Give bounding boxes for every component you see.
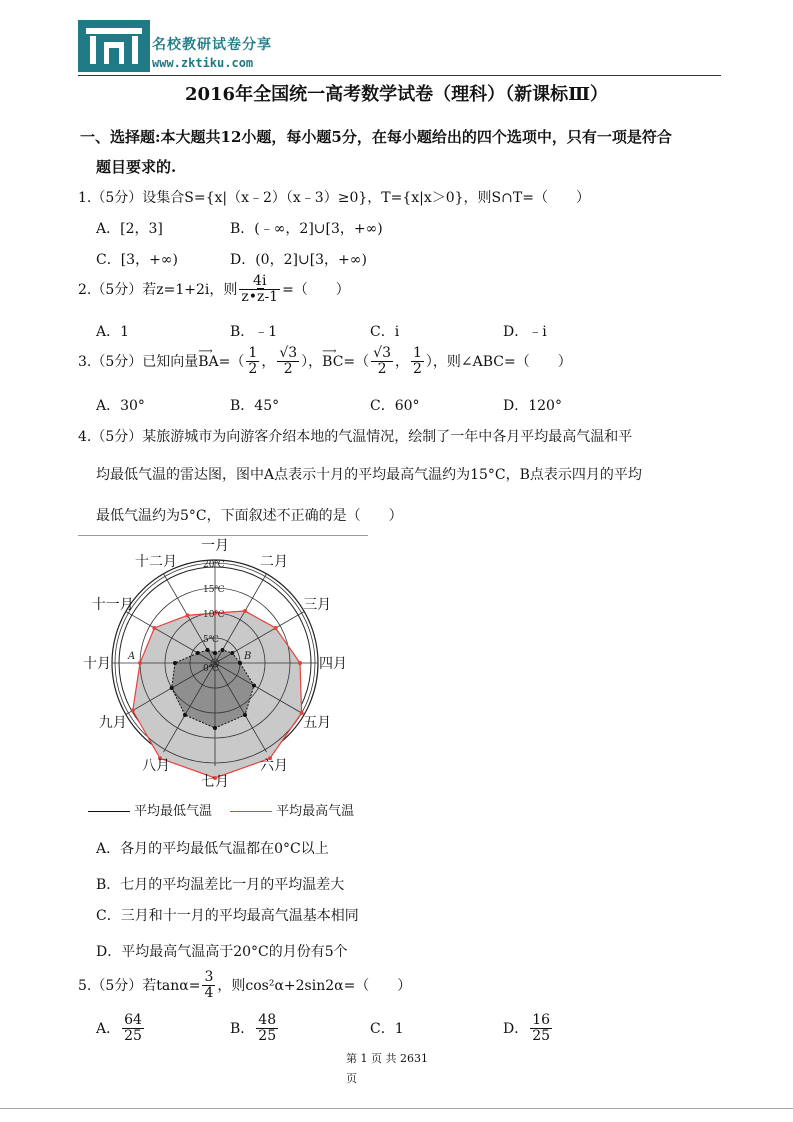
chart-legend <box>88 800 354 819</box>
radar-point-1-2 <box>230 651 234 655</box>
radar-month-label: 四月 <box>319 656 347 672</box>
q5-b-frac <box>256 1013 278 1045</box>
q1-option-d: D．(0，2]∪[3，+∞) <box>230 252 367 268</box>
q5-option-d <box>503 1013 554 1045</box>
radar-label-b: B <box>244 651 252 662</box>
q4-stem-line2: 均最低气温的雷达图，图中A点表示十月的平均最高气温约为15°C，B点表示四月的平均 <box>96 467 642 483</box>
q3-option-c: C．60° <box>370 398 420 414</box>
page-footer-cont: 页 <box>346 1072 357 1085</box>
radar-month-label: 七月 <box>201 774 229 788</box>
radar-point-1-0 <box>213 651 217 655</box>
radar-point-0-1 <box>243 609 247 613</box>
radar-month-label: 一月 <box>201 538 229 554</box>
radar-point-0-8 <box>131 709 135 713</box>
q5-option-b <box>230 1013 280 1045</box>
legend-high-label: 平均最高气温 <box>276 804 355 819</box>
q2-den-conj: z <box>257 289 265 306</box>
q3-mid2: ）， <box>301 353 323 370</box>
radar-point-1-10 <box>196 651 200 655</box>
q5-option-c: C．1 <box>370 1021 404 1037</box>
q2-option-c: C．i <box>370 324 400 340</box>
radar-point-0-9 <box>138 661 142 665</box>
q4-option-b: B．七月的平均温差比一月的平均温差大 <box>96 877 345 893</box>
radar-point-0-11 <box>186 613 190 617</box>
q5-b-num: 48 <box>258 1012 277 1028</box>
q3-f4-num: 1 <box>412 345 422 361</box>
radar-point-0-3 <box>298 661 302 665</box>
chart-top-rule <box>78 535 368 536</box>
q3-f2-den: 2 <box>283 361 293 378</box>
section-heading-line1: 一、选择题:本大题共12小题，每小题5分，在每小题给出的四个选项中，只有一项是符合 <box>80 128 672 146</box>
q4-option-c: C．三月和十一月的平均最高气温基本相同 <box>96 908 359 924</box>
logo-text: 名校教研试卷分享 <box>152 37 272 53</box>
q3-frac3 <box>371 346 393 378</box>
q4-option-d: D．平均最高气温高于20°C的月份有5个 <box>96 944 348 960</box>
radar-point-1-9 <box>173 661 177 665</box>
q1-option-c: C．[3，+∞) <box>96 252 178 268</box>
radar-month-label: 八月 <box>142 758 170 775</box>
q5-a-frac <box>122 1013 144 1045</box>
radar-ring-label: 5℃ <box>203 635 219 645</box>
footer-divider <box>0 1108 793 1109</box>
q5-d-label: D． <box>503 1020 529 1037</box>
q5-b-den: 25 <box>258 1028 277 1045</box>
radar-month-label: 九月 <box>98 715 127 731</box>
radar-ring-label: 15℃ <box>203 585 225 595</box>
q5-d-num: 16 <box>532 1012 551 1028</box>
vector-arrow-icon: ⟶ <box>198 345 213 357</box>
logo-building-icon <box>78 20 150 72</box>
legend-low-line <box>88 811 130 812</box>
q3-sep1: ， <box>261 353 276 370</box>
q2-fraction <box>239 274 280 306</box>
q3-f3-den: 2 <box>377 361 387 378</box>
q1-option-a: A．[2，3] <box>96 221 163 237</box>
q3-sep2: ， <box>394 353 409 370</box>
q2-den-a: z• <box>241 289 258 306</box>
page-title: 2016年全国统一高考数学试卷（理科）（新课标Ⅲ） <box>184 84 608 105</box>
radar-month-label: 十月 <box>83 656 111 672</box>
section-heading-line2: 题目要求的. <box>96 158 177 176</box>
q1-stem: 1.（5分）设集合S={x|（x﹣2）（x﹣3）≥0}，T={x|x＞0}，则S∩T=（ ） <box>78 190 590 206</box>
site-logo <box>78 20 150 72</box>
q5-a-den: 25 <box>124 1028 142 1045</box>
q2-option-a: A．1 <box>96 324 130 340</box>
q2-stem <box>78 274 350 306</box>
q2-denominator <box>239 290 280 305</box>
radar-point-1-11 <box>206 648 210 652</box>
q2-prefix: 2.（5分）若z=1+2i，则 <box>78 281 238 298</box>
q2-option-b: B．﹣1 <box>230 324 278 340</box>
q2-option-d: D．﹣i <box>503 324 547 340</box>
q5-stem <box>78 970 411 1002</box>
q3-f4-den: 2 <box>412 361 422 378</box>
vector-arrow-icon: ⟶ <box>322 345 337 357</box>
q3-f2-num: √3 <box>279 345 298 361</box>
q3-f3-num: √3 <box>373 345 391 361</box>
q5-suffix: ，则cos²α+2sin2α=（ ） <box>217 977 412 994</box>
radar-month-label: 三月 <box>303 597 332 613</box>
radar-month-label: 十一月 <box>91 597 134 613</box>
q3-suffix: ），则∠ABC=（ ） <box>425 353 572 370</box>
radar-chart <box>60 538 360 788</box>
q2-numerator: 4i <box>239 274 280 290</box>
radar-ring-label: 10℃ <box>203 610 225 620</box>
q3-option-a: A．30° <box>96 398 145 414</box>
q3-vector-ba <box>198 345 219 370</box>
radar-point-1-3 <box>238 661 242 665</box>
radar-point-1-1 <box>221 648 225 652</box>
radar-month-label: 六月 <box>260 758 288 775</box>
q3-vec1-label: BA <box>198 353 219 370</box>
radar-month-label: 五月 <box>303 715 332 731</box>
q3-mid3: =（ <box>343 353 370 370</box>
header-divider <box>78 75 721 76</box>
q3-prefix: 3.（5分）已知向量 <box>78 353 199 370</box>
q3-vector-bc <box>322 345 344 370</box>
legend-low-label: 平均最低气温 <box>134 804 213 819</box>
q5-tan-frac <box>202 970 215 1002</box>
q5-tan-num: 3 <box>204 969 214 985</box>
radar-point-1-7 <box>183 713 187 717</box>
radar-point-0-2 <box>274 626 278 630</box>
q5-tan-den: 4 <box>204 985 214 1002</box>
radar-label-a: A <box>128 651 136 662</box>
q5-a-num: 64 <box>124 1012 142 1028</box>
radar-point-1-5 <box>243 713 247 717</box>
q3-mid1: =（ <box>218 353 245 370</box>
q5-d-frac <box>530 1013 552 1045</box>
q3-vec2-label: BC <box>322 353 344 370</box>
logo-url[interactable]: www.zktiku.com <box>152 56 254 70</box>
q5-option-a <box>96 1013 146 1045</box>
q3-frac1 <box>246 346 259 378</box>
radar-ring-label: 0℃ <box>203 664 219 674</box>
radar-point-0-10 <box>152 626 156 630</box>
radar-point-1-4 <box>252 684 256 688</box>
q3-option-d: D．120° <box>503 398 562 414</box>
radar-ring-label: 20℃ <box>203 560 225 570</box>
q5-b-label: B． <box>230 1020 255 1037</box>
q2-suffix: =（ ） <box>282 281 350 298</box>
q2-den-c: -1 <box>264 289 279 306</box>
page-footer: 第 1 页 共 2631 <box>346 1052 428 1065</box>
radar-month-label: 二月 <box>260 553 288 570</box>
q3-frac4 <box>411 346 424 378</box>
radar-point-1-8 <box>170 686 174 690</box>
q3-stem <box>78 346 572 378</box>
q3-f1-num: 1 <box>248 345 258 361</box>
q3-option-b: B．45° <box>230 398 280 414</box>
q3-frac2 <box>277 346 299 378</box>
q4-stem-line1: 4.（5分）某旅游城市为向游客介绍本地的气温情况，绘制了一年中各月平均最高气温和平 <box>78 429 633 445</box>
q5-a-label: A． <box>96 1020 121 1037</box>
q4-option-a: A．各月的平均最低气温都在0°C以上 <box>96 841 329 857</box>
q3-f1-den: 2 <box>248 361 258 378</box>
q5-d-den: 25 <box>532 1028 551 1045</box>
radar-point-1-6 <box>213 726 217 730</box>
q5-prefix: 5.（5分）若tanα= <box>78 977 201 994</box>
q4-stem-line3: 最低气温约为5°C，下面叙述不正确的是（ ） <box>96 508 403 524</box>
q1-option-b: B．(﹣∞，2]∪[3，+∞) <box>230 221 383 237</box>
legend-high-line <box>230 811 272 812</box>
radar-month-label: 十二月 <box>135 553 177 570</box>
